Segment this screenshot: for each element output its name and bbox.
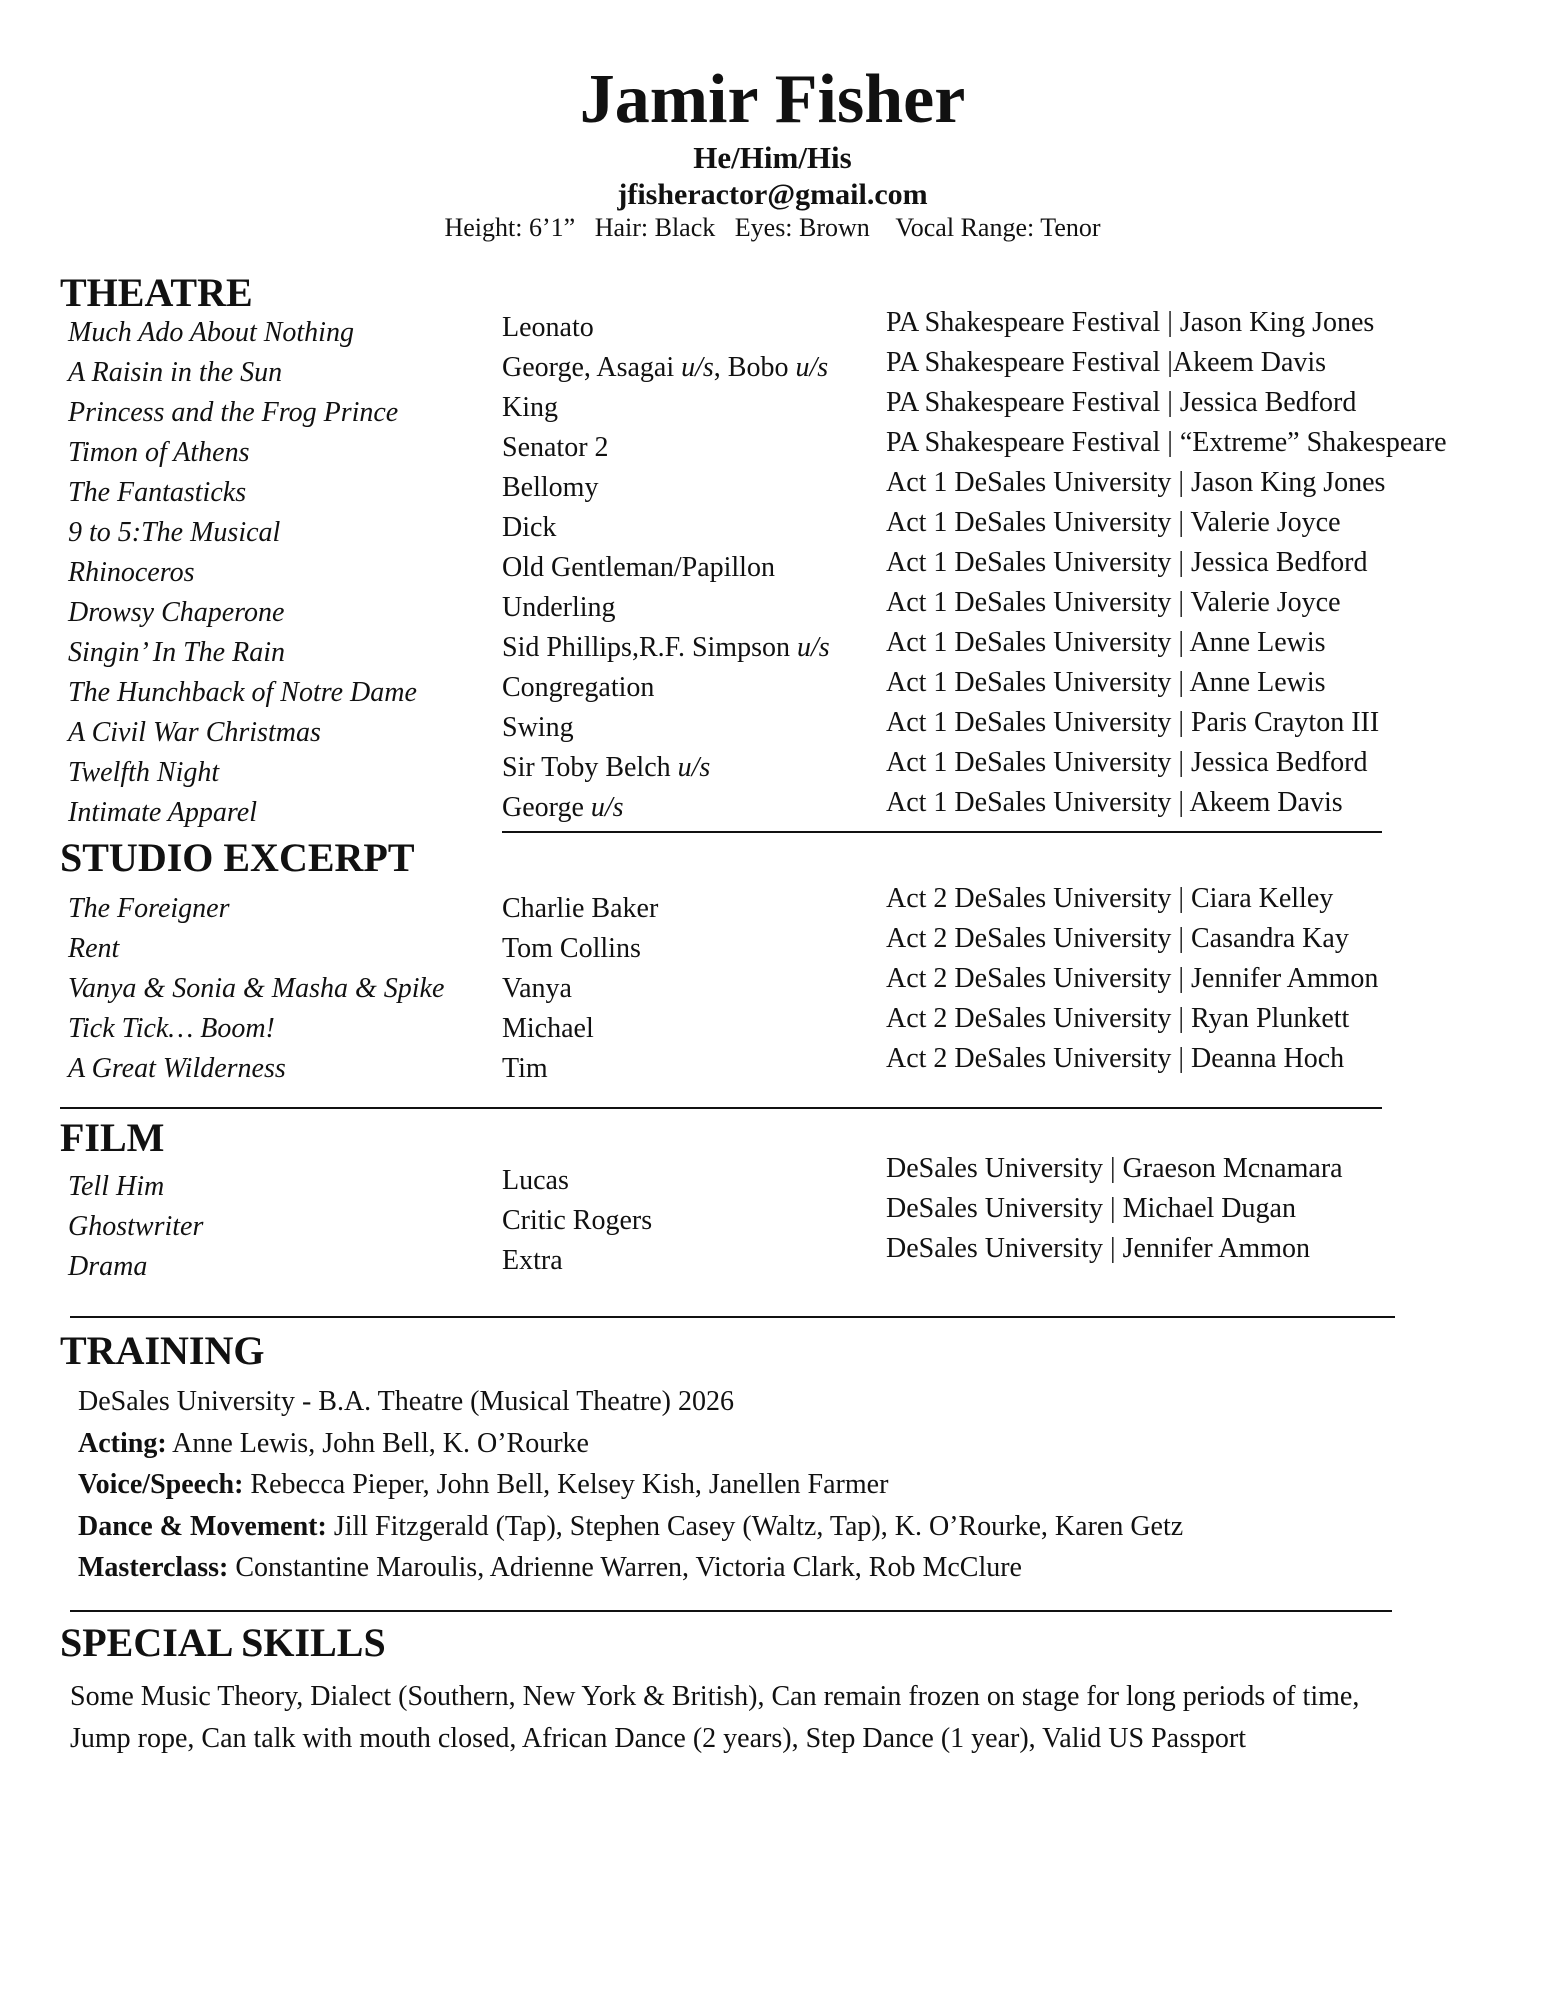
venue-cell: Act 1 DeSales University | Jessica Bedford bbox=[886, 547, 1368, 578]
studio-roles bbox=[502, 888, 658, 1088]
role-cell: Bellomy bbox=[502, 472, 599, 503]
physical-stats bbox=[0, 213, 1545, 243]
pronouns: He/Him/His bbox=[693, 140, 852, 175]
venue-cell: Act 1 DeSales University | Jason King Jones bbox=[886, 467, 1386, 498]
role-cell: Tom Collins bbox=[502, 933, 641, 964]
training-divider bbox=[70, 1610, 1392, 1612]
title-cell: A Civil War Christmas bbox=[68, 717, 321, 748]
role-cell: George u/s bbox=[502, 792, 624, 823]
title-cell: Tick Tick… Boom! bbox=[68, 1013, 275, 1044]
title-cell: The Fantasticks bbox=[68, 477, 247, 508]
film-roles bbox=[502, 1160, 652, 1280]
theatre-venues bbox=[886, 303, 1447, 823]
training-voice bbox=[78, 1464, 1183, 1506]
venue-cell: DeSales University | Michael Dugan bbox=[886, 1193, 1296, 1224]
role-cell: Charlie Baker bbox=[502, 893, 659, 924]
masterclass-value: Constantine Maroulis, Adrienne Warren, Victoria Clark, Rob McClure bbox=[235, 1552, 1022, 1583]
role-cell: Underling bbox=[502, 592, 616, 623]
venue-cell: DeSales University | Jennifer Ammon bbox=[886, 1233, 1310, 1264]
venue-cell: Act 1 DeSales University | Paris Crayton III bbox=[886, 707, 1380, 738]
hair-label: Hair: bbox=[594, 213, 649, 242]
venue-cell: PA Shakespeare Festival |Akeem Davis bbox=[886, 347, 1327, 378]
role-cell: Sid Phillips,R.F. Simpson u/s bbox=[502, 632, 830, 663]
title-cell: The Hunchback of Notre Dame bbox=[68, 677, 417, 708]
title-cell: Rent bbox=[68, 933, 120, 964]
skills-heading: SPECIAL SKILLS bbox=[60, 1620, 386, 1665]
film-divider bbox=[70, 1316, 1395, 1318]
dance-label: Dance & Movement: bbox=[78, 1510, 327, 1542]
film-venues bbox=[886, 1148, 1343, 1268]
title-cell: The Foreigner bbox=[68, 893, 230, 924]
height-label: Height: bbox=[444, 213, 523, 242]
title-cell: Twelfth Night bbox=[68, 757, 220, 788]
voice-label: Voice/Speech: bbox=[78, 1469, 244, 1500]
venue-cell: Act 1 DeSales University | Valerie Joyce bbox=[886, 507, 1341, 538]
voice-value: Rebecca Pieper, John Bell, Kelsey Kish, Janellen Farmer bbox=[250, 1469, 889, 1500]
title-cell: Much Ado About Nothing bbox=[68, 317, 354, 348]
venue-cell: Act 2 DeSales University | Deanna Hoch bbox=[886, 1043, 1345, 1074]
role-cell: Extra bbox=[502, 1245, 563, 1276]
theatre-heading: THEATRE bbox=[60, 270, 253, 315]
vocal-range-stat bbox=[895, 213, 1100, 242]
theatre-titles bbox=[68, 313, 417, 833]
role-cell: Lucas bbox=[502, 1165, 569, 1196]
training-dance bbox=[78, 1506, 1183, 1548]
venue-cell: Act 2 DeSales University | Jennifer Ammon bbox=[886, 963, 1379, 994]
acting-value: Anne Lewis, John Bell, K. O’Rourke bbox=[172, 1427, 589, 1459]
title-cell: Timon of Athens bbox=[68, 437, 250, 468]
training-list bbox=[78, 1381, 1183, 1589]
venue-cell: Act 1 DeSales University | Akeem Davis bbox=[886, 787, 1343, 818]
vocal-range-value: Tenor bbox=[1040, 213, 1101, 242]
studio-titles bbox=[68, 888, 444, 1088]
studio-venues bbox=[886, 878, 1378, 1078]
venue-cell: Act 2 DeSales University | Ryan Plunkett bbox=[886, 1003, 1350, 1034]
role-cell: Michael bbox=[502, 1013, 594, 1044]
height-stat bbox=[444, 213, 588, 242]
role-cell: Dick bbox=[502, 512, 557, 543]
training-acting bbox=[78, 1423, 1183, 1465]
title-cell: Intimate Apparel bbox=[68, 797, 257, 828]
role-cell: Sir Toby Belch u/s bbox=[502, 752, 711, 783]
title-cell: Rhinoceros bbox=[68, 557, 195, 588]
height-value: 6’1” bbox=[528, 213, 576, 242]
venue-cell: Act 1 DeSales University | Valerie Joyce bbox=[886, 587, 1341, 618]
venue-cell: Act 1 DeSales University | Anne Lewis bbox=[886, 627, 1326, 658]
title-cell: Princess and the Frog Prince bbox=[68, 397, 399, 428]
theatre-roles bbox=[502, 308, 830, 828]
acting-label: Acting: bbox=[78, 1427, 167, 1459]
hair-value: Black bbox=[654, 213, 716, 242]
venue-cell: DeSales University | Graeson Mcnamara bbox=[886, 1153, 1343, 1184]
eyes-value: Brown bbox=[799, 213, 870, 242]
venue-cell: Act 1 DeSales University | Jessica Bedford bbox=[886, 747, 1368, 778]
studio-divider bbox=[60, 1107, 1382, 1109]
masterclass-label: Masterclass: bbox=[78, 1552, 229, 1583]
skills-text: Some Music Theory, Dialect (Southern, New York & British), Can remain frozen on stage for long periods of time, Jump rope, Can talk with mouth closed, African Dance (2 years), Step Dance (1 year), Valid US Passport bbox=[70, 1681, 1360, 1754]
role-cell: Vanya bbox=[502, 973, 572, 1004]
venue-cell: PA Shakespeare Festival | Jessica Bedford bbox=[886, 387, 1357, 418]
film-heading: FILM bbox=[60, 1115, 165, 1160]
title-cell: Tell Him bbox=[68, 1171, 165, 1202]
role-cell: Senator 2 bbox=[502, 432, 609, 463]
vocal-range-label: Vocal Range: bbox=[895, 213, 1035, 242]
role-cell: George, Asagai u/s, Bobo u/s bbox=[502, 352, 829, 383]
role-cell: King bbox=[502, 392, 558, 423]
theatre-divider bbox=[502, 831, 1382, 833]
role-cell: Old Gentleman/Papillon bbox=[502, 552, 775, 583]
hair-stat bbox=[595, 213, 729, 242]
actor-name: Jamir Fisher bbox=[579, 61, 966, 138]
studio-heading: STUDIO EXCERPT bbox=[60, 835, 415, 880]
title-cell: Vanya & Sonia & Masha & Spike bbox=[68, 973, 445, 1004]
eyes-stat bbox=[735, 213, 890, 242]
email-address: jfisheractor@gmail.com bbox=[617, 178, 928, 211]
film-titles bbox=[68, 1166, 203, 1286]
title-cell: 9 to 5:The Musical bbox=[68, 517, 281, 548]
title-cell: A Great Wilderness bbox=[68, 1053, 286, 1084]
venue-cell: PA Shakespeare Festival | “Extreme” Shakespeare bbox=[886, 427, 1447, 458]
role-cell: Critic Rogers bbox=[502, 1205, 653, 1236]
training-masterclass bbox=[78, 1547, 1183, 1589]
venue-cell: Act 1 DeSales University | Anne Lewis bbox=[886, 667, 1326, 698]
venue-cell: PA Shakespeare Festival | Jason King Jones bbox=[886, 307, 1375, 338]
training-degree: DeSales University - B.A. Theatre (Musical Theatre) 2026 bbox=[78, 1386, 735, 1417]
title-cell: Drama bbox=[68, 1251, 148, 1282]
title-cell: Singin’ In The Rain bbox=[68, 637, 285, 668]
venue-cell: Act 2 DeSales University | Casandra Kay bbox=[886, 923, 1349, 954]
role-cell: Swing bbox=[502, 712, 574, 743]
training-heading: TRAINING bbox=[60, 1328, 265, 1373]
role-cell: Tim bbox=[502, 1053, 548, 1084]
venue-cell: Act 2 DeSales University | Ciara Kelley bbox=[886, 883, 1334, 914]
eyes-label: Eyes: bbox=[734, 213, 793, 242]
role-cell: Leonato bbox=[502, 312, 594, 343]
title-cell: Drowsy Chaperone bbox=[68, 597, 285, 628]
title-cell: A Raisin in the Sun bbox=[68, 357, 283, 388]
role-cell: Congregation bbox=[502, 672, 655, 703]
dance-value: Jill Fitzgerald (Tap), Stephen Casey (Waltz, Tap), K. O’Rourke, Karen Getz bbox=[333, 1510, 1184, 1542]
title-cell: Ghostwriter bbox=[68, 1211, 204, 1242]
